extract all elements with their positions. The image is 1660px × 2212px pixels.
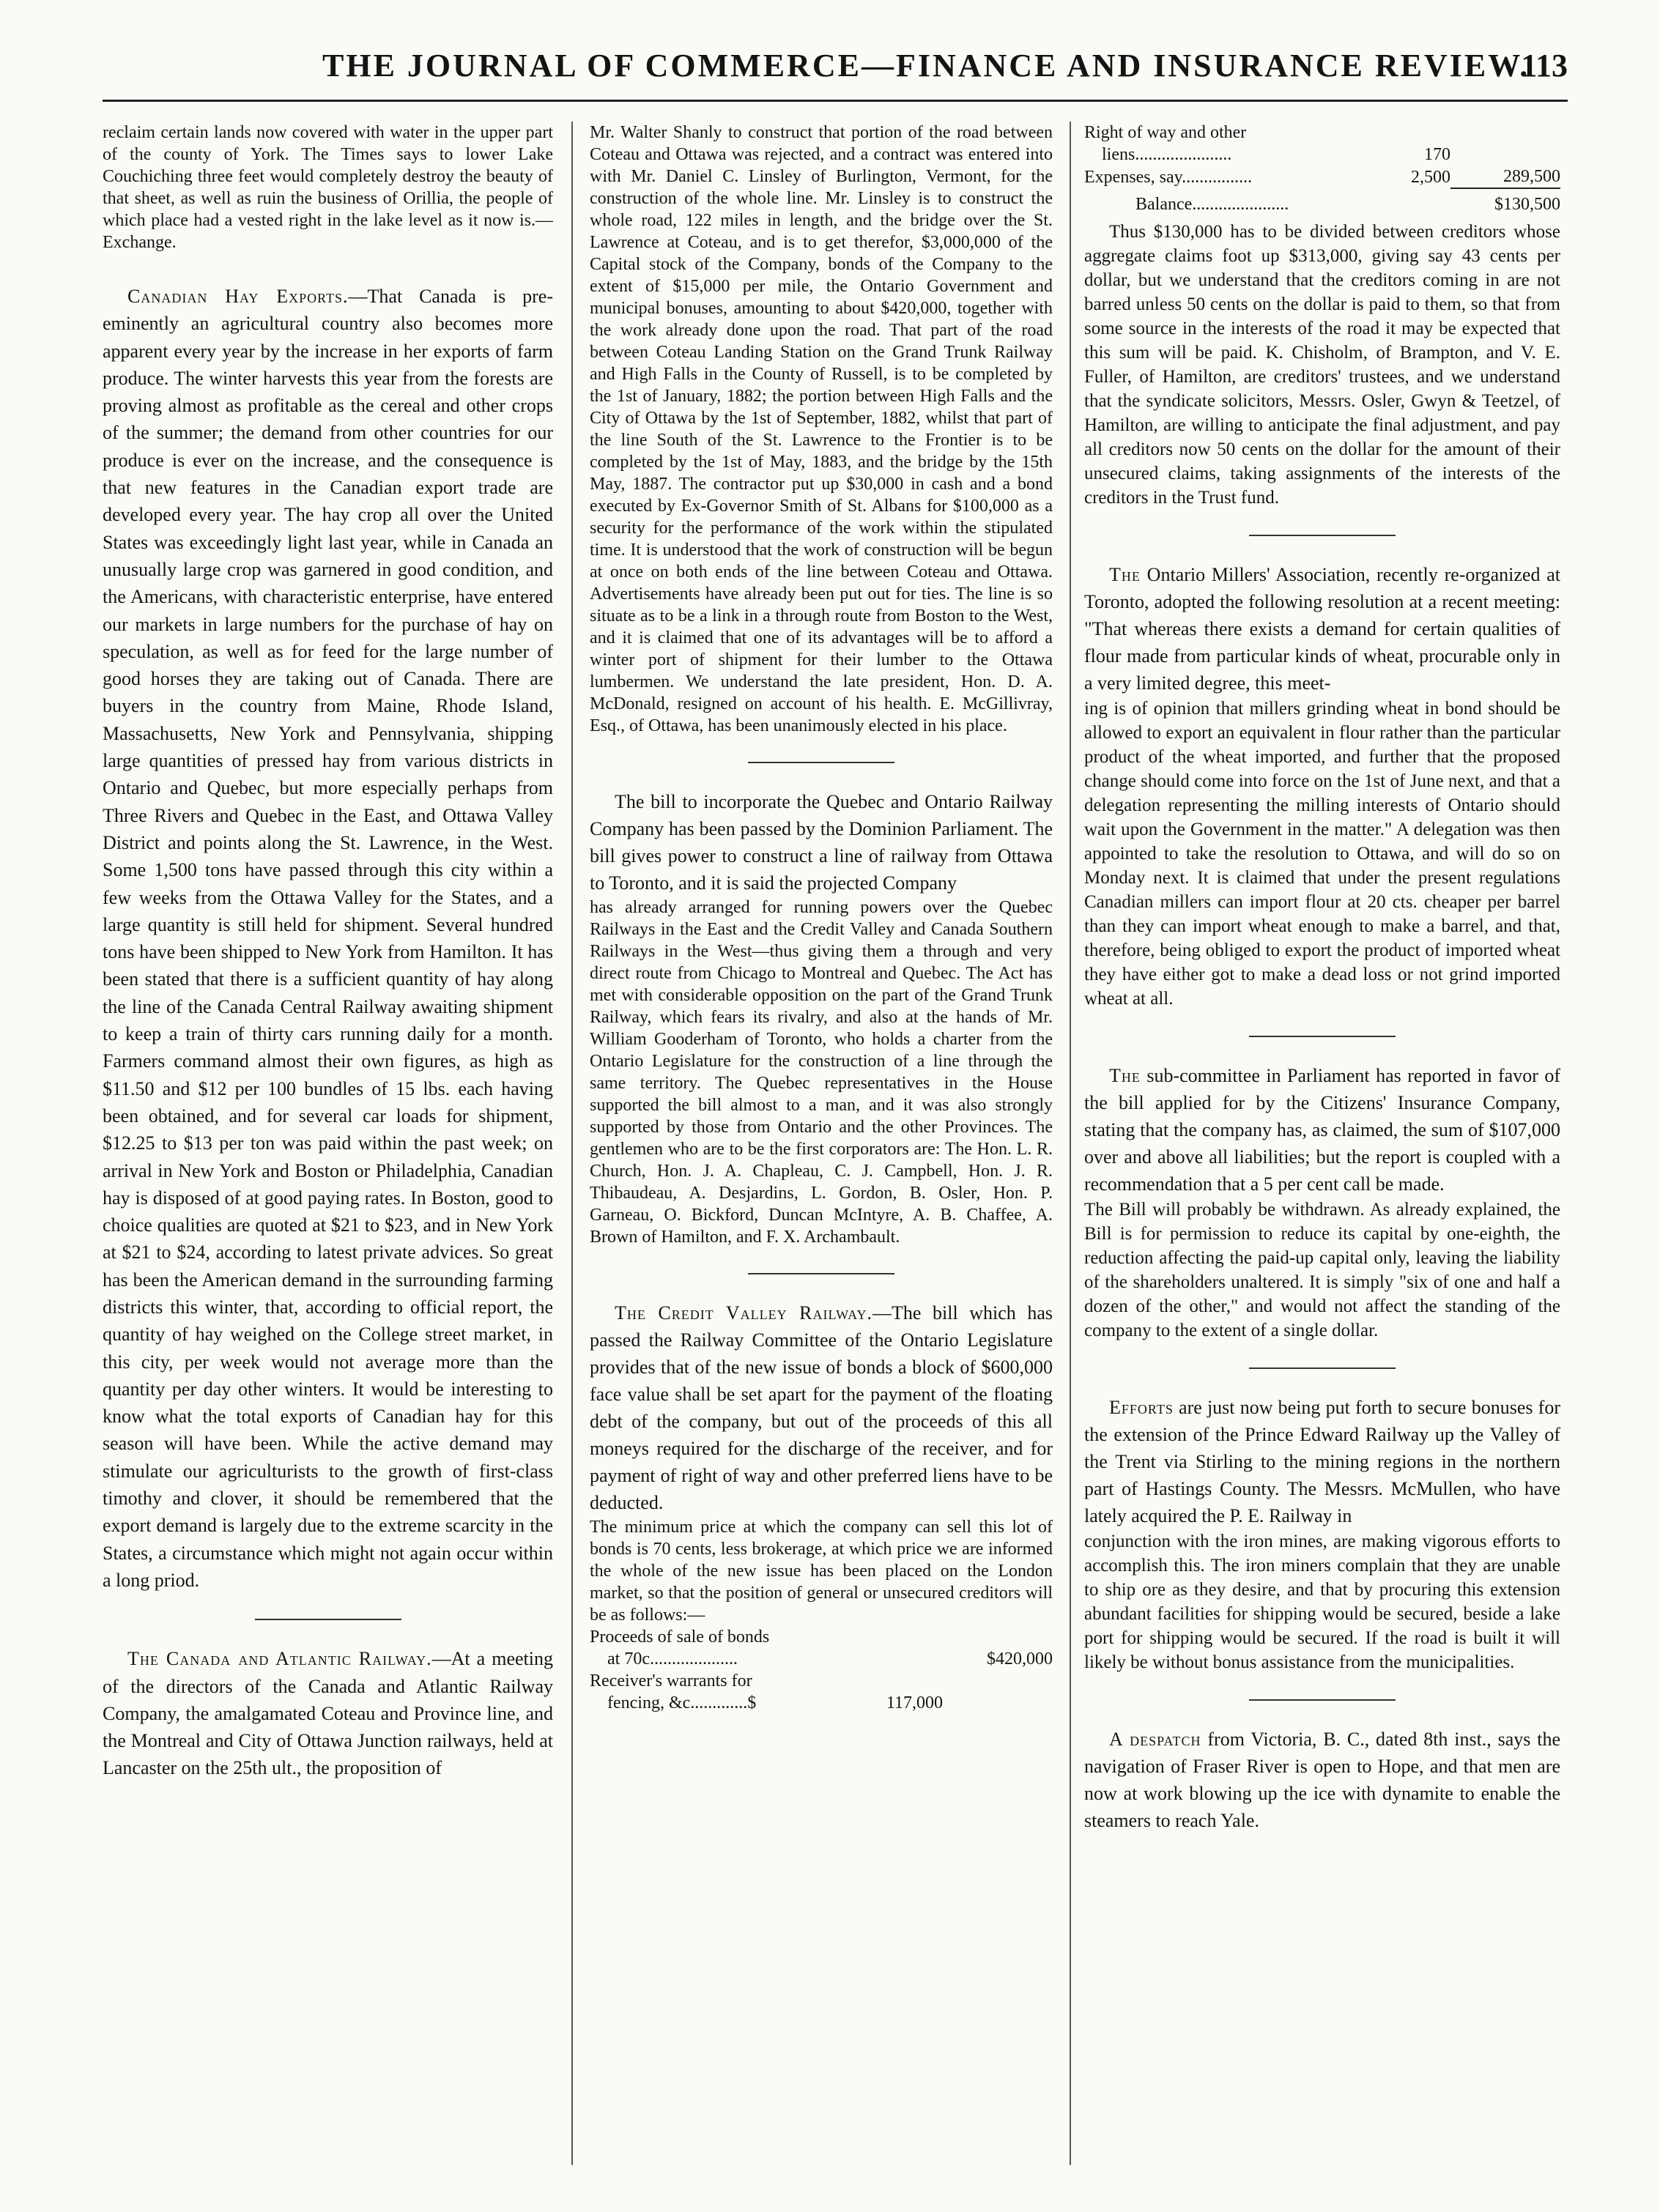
journal-title: THE JOURNAL OF COMMERCE—FINANCE AND INSURANCE REVIEW. <box>322 48 1530 83</box>
article-millers-cont: ing is of opinion that millers grinding wheat in bond should be allowed to export an equivalent in flour rather than the particular product of the wheat imported, and further that the proposed change should come into force on the 1st of June next, and that a delegation representing the milling interests of Ontario should wait upon the Government in the matter." A delegation was then appointed to take the resolution to Ottawa, and will do so on Monday next. It is claimed that under the present regulations Canadian millers can import flour at 20 cts. cheaper per barrel than they can import wheat enough to make a barrel, and that, therefore, being obliged to export the product of imported wheat they have either got to make a dead loss or not grind imported wheat at all. <box>1084 699 1560 1009</box>
column-left <box>103 122 553 2172</box>
article-body: sub-committee in Parliament has reported in favor of the bill applied for by the Citizens' Insurance Company, stating that the company has, as claimed, the sum of $107,000 over and above all liabilities; but the report is coupled with a recommendation that a 5 per cent call be made. <box>1084 1065 1560 1195</box>
column-divider <box>571 122 573 2165</box>
section-separator <box>748 762 894 763</box>
article-millers <box>1084 561 1560 697</box>
article-prince-edward-railway <box>1084 1394 1560 1529</box>
article-body: —The bill which has passed the Railway Committee of the Ontario Legislature provides that of the new issue of bonds a block of $600,000 face value shall be set apart for the payment of the floating debt of the company, but out of the proceeds of this all moneys required for the discharge of the receiver, and for payment of right of way and other preferred liens have to be deducted. <box>590 1302 1053 1513</box>
ledger-label: at 70c.................... <box>607 1649 738 1669</box>
article-canada-atlantic-cont: Mr. Walter Shanly to construct that portion of the road between Coteau and Ottawa was rejected, and a contract was entered into with Mr. Daniel C. Linsley of Burlington, Vermont, for the construction of the whole line. Mr. Linsley is to construct the whole road, 122 miles in length, and the bridge over the St. Lawrence at Coteau, and is to get therefor, $3,000,000 of the Capital stock of the Company, bonds of the Company to the extent of $15,000 per mile, the Ontario Government and municipal bonuses, amounting to about $420,000, together with the work already done upon the road. That part of the road between Coteau Landing Station on the Grand Trunk Railway and High Falls in the County of Russell, is to be completed by the 1st of January, 1882; the portion between High Falls and the City of Ottawa by the 1st of September, 1882, whilst that part of the line South of the St. Lawrence to the Frontier is to be completed by the 1st of May, 1883, and the bridge by the 15th May, 1887. The contractor put up $30,000 in cash and a bond executed by Ex-Governor Smith of St. Albans for $100,000 as a security for the performance of the work within the stipulated time. It is understood that the work of construction will be begun at once on both ends of the line between Coteau and Ottawa. Advertisements have already been put out for ties. The line is so situate as to be a link in a through route from Boston to the West, and it is claimed that one of its advantages will be to afford a winter port of shipment for their lumber to the Ottawa lumbermen. We understand the late president, Hon. D. A. McDonald, resigned on account of his health. E. McGillivray, Esq., of Ottawa, has been unanimously elected in his place. <box>590 123 1053 735</box>
article-body: are just now being put forth to secure bonuses for the extension of the Prince Edward Railway up the Valley of the Trent via Stirling to the mining regions in the northern part of Hastings County. The Messrs. McMullen, who have lately acquired the P. E. Railway in <box>1084 1397 1560 1526</box>
article-heading: The <box>1109 1065 1141 1086</box>
article-canada-atlantic <box>103 1645 553 1781</box>
article-heading: The Credit Valley Railway. <box>615 1302 873 1324</box>
section-separator <box>1249 1036 1396 1037</box>
article-lake-couchiching: reclaim certain lands now covered with water in the upper part of the county of York. The Times says to lower Lake Couchiching three feet would completely destroy the beauty of that sheet, as well as ruin the business of Orillia, the people of which place had a vested right in the lake level as it now is.—Exchange. <box>103 123 553 252</box>
section-separator <box>255 1619 401 1620</box>
article-heading: The Canada and Atlantic Railway. <box>127 1648 432 1670</box>
article-body: —At a meeting of the directors of the Canada and Atlantic Railway Company, the amalgamated Coteau and Province line, and the Montreal and City of Ottawa Junction railways, held at Lancaster on the 25th ult., the proposition of <box>103 1648 553 1779</box>
ledger-label: fencing, &c.............$ <box>607 1693 757 1712</box>
credit-valley-ledger-cont <box>1084 122 1560 220</box>
section-separator <box>1249 535 1396 536</box>
ledger-label: liens...................... <box>1102 145 1232 164</box>
ledger-label: Expenses, say................ <box>1084 168 1253 187</box>
credit-valley-ledger <box>590 1626 1053 1714</box>
article-body: Ontario Millers' Association, recently re-organized at Toronto, adopted the following resolution at a recent meeting: "That whereas there exists a demand for certain qualities of flour made from particular kinds of wheat, procurable only in a very limited degree, this meet- <box>1084 564 1560 694</box>
section-separator <box>1249 1699 1396 1701</box>
article-prince-edward-railway-cont: conjunction with the iron mines, are making vigorous efforts to accomplish this. The iron miners complain that they are unable to ship ore as they desire, and that by procuring this extension abundant facilities for shipping would be secured, beside a lake port for shipping would be secured. If the road is built it will likely be without bonus assistance from the municipalities. <box>1084 1532 1560 1672</box>
ledger-total: 289,500 <box>1503 167 1560 186</box>
ledger-value: 117,000 <box>886 1693 943 1712</box>
article-creditors: Thus $130,000 has to be divided between creditors whose aggregate claims foot up $313,000, giving say 43 cents per dollar, but we understand that the creditors coming in are not barred unless 50 cents on the dollar is paid to them, so that from some source in the interests of the road it may be expected that this sum will be paid. K. Chisholm, of Brampton, and V. E. Fuller, of Hamilton, are creditors' trustees, and we understand that the syndicate solicitors, Messrs. Osler, Gwyn & Teetzel, of Hamilton, are willing to anticipate the final adjustment, and pay all creditors now 50 cents on the dollar for the amount of their unsecured claims, taking assignments of the interests of the creditors in the Trust fund. <box>1084 222 1560 508</box>
article-body: —That Canada is pre-eminently an agricultural country also becomes more apparent every year by the increase in her exports of farm produce. The winter harvests this year from the forests are proving almost as profitable as the cereal and other crops of the summer; the demand from other countries for our produce is ever on the increase, and the consequence is that new features in the Canadian export trade are developed every year. The hay crop all over the United States was exceedingly light last year, while in Canada an unusually large crop was garnered in good condition, and the Americans, with characteristic enterprise, have entered our markets in large numbers for the purchase of hay on speculation, as well as for feed for the large number of good horses they are taking out of Canada. There are buyers in the country from Maine, Rhode Island, Massachusetts, New York and Pennsylvania, shipping large quantities of pressed hay from various districts in Ontario and Quebec, but more especially perhaps from Three Rivers and Quebec in the East, and Ottawa Valley District and points along the St. Lawrence, in the West. Some 1,500 tons have passed through this city within a few weeks from the Ottawa Valley for the States, and a large quantity is still held for shipment. Several hundred tons have been shipped to New York from Hamilton. It has been stated that there is a sufficient quantity of hay along the line of the Canada Central Railway awaiting shipment to keep a train of thirty cars running daily for a month. Farmers command almost their own figures, as high as $11.50 and $12 per 100 bundles of 15 lbs. each having been obtained, and for several car loads for shipment, $12.25 to $13 per ton was paid within the past week; on arrival in New York and Boston or Philadelphia, Canadian hay is disposed of at good paying rates. In Boston, good to choice qualities are quoted at $21 to $23, and in New York at $21 to $24, according to latest private advices. So great has been the American demand in the surrounding farming districts this winter, that, according to official report, the quantity of hay weighed on the College street market, in this city, per week would not average more than the quantity per day other winters. It would be interesting to know what the total exports of Canadian hay for this season will have been. While the active demand may stimulate our agriculturists to the growth of first-class timothy and clover, it should be remembered that the export demand is largely due to the extreme scarcity in the States, a circumstance which might not again occur within a long priod. <box>103 286 553 1591</box>
ledger-label: Proceeds of sale of bonds <box>590 1628 770 1647</box>
article-citizens-insurance <box>1084 1062 1560 1198</box>
column-middle <box>590 122 1053 2172</box>
article-quebec-ontario-cont: has already arranged for running powers over the Quebec Railways in the East and the Credit Valley and Canada Southern Railways in the West—thus giving them a through and very direct route from Chicago to Montreal and Quebec. The Act has met with considerable opposition on the part of the Grand Trunk Railway, which fears its rivalry, and also at the hands of Mr. William Gooderham of Toronto, who holds a charter from the Ontario Legislature for the construction of a line through the same territory. The Quebec representatives in the House supported the bill almost to a man, and it was also strongly supported by those from Ontario and the other Provinces. The gentlemen who are to be the first corporators are: The Hon. L. R. Church, Hon. J. A. Chapleau, C. J. Campbell, Hon. J. R. Thibaudeau, A. Desjardins, L. Gordon, B. Osler, Hon. P. Garneau, O. Bickford, Duncan McIntyre, A. B. Chaffee, A. Brown of Hamilton, and F. X. Archambault. <box>590 898 1053 1247</box>
ledger-balance: $130,500 <box>1450 188 1560 220</box>
section-separator <box>1249 1367 1396 1369</box>
article-citizens-insurance-cont: The Bill will probably be withdrawn. As already explained, the Bill is for permission to reduce its capital by one-eighth, the reduction affecting the paid-up capital only, leaving the liability of the shareholders unaltered. It is simply "six of one and half a dozen of the other," and would not affect the standing of the company to the extent of a single dollar. <box>1084 1200 1560 1340</box>
article-fraser-river <box>1084 1726 1560 1834</box>
article-body: from Victoria, B. C., dated 8th inst., says the navigation of Fraser River is open to Hope, and that men are now at work blowing up the ice with dynamite to enable the steamers to reach Yale. <box>1084 1729 1560 1831</box>
page-number: 113 <box>1521 48 1568 83</box>
article-quebec-ontario: The bill to incorporate the Quebec and Ontario Railway Company has been passed by the Dominion Parliament. The bill gives power to construct a line of railway from Ottawa to Toronto, and it is said the projected Company <box>590 791 1053 894</box>
ledger-value: 170 <box>1424 145 1450 164</box>
ledger-value: $420,000 <box>987 1649 1053 1669</box>
ledger-label: Balance...................... <box>1135 195 1289 214</box>
ledger-value: 2,500 <box>1411 168 1450 187</box>
page-header <box>103 47 1568 102</box>
article-heading: The <box>1109 564 1141 585</box>
column-right <box>1084 122 1560 2172</box>
article-credit-valley <box>590 1299 1053 1516</box>
ledger-label: Receiver's warrants for <box>590 1671 752 1690</box>
article-credit-valley-cont: The minimum price at which the company can sell this lot of bonds is 70 cents, less brokerage, at which price we are informed the whole of the new issue has been placed on the London market, so that the position of general or unsecured creditors will be as follows:— <box>590 1518 1053 1625</box>
article-hay-exports <box>103 283 553 1594</box>
ledger-label: Right of way and other <box>1084 123 1247 142</box>
article-heading: Canadian Hay Exports. <box>127 286 349 307</box>
section-separator <box>748 1273 894 1274</box>
column-divider <box>1070 122 1071 2165</box>
article-heading: Efforts <box>1109 1397 1174 1418</box>
article-heading: A despatch <box>1109 1729 1201 1750</box>
